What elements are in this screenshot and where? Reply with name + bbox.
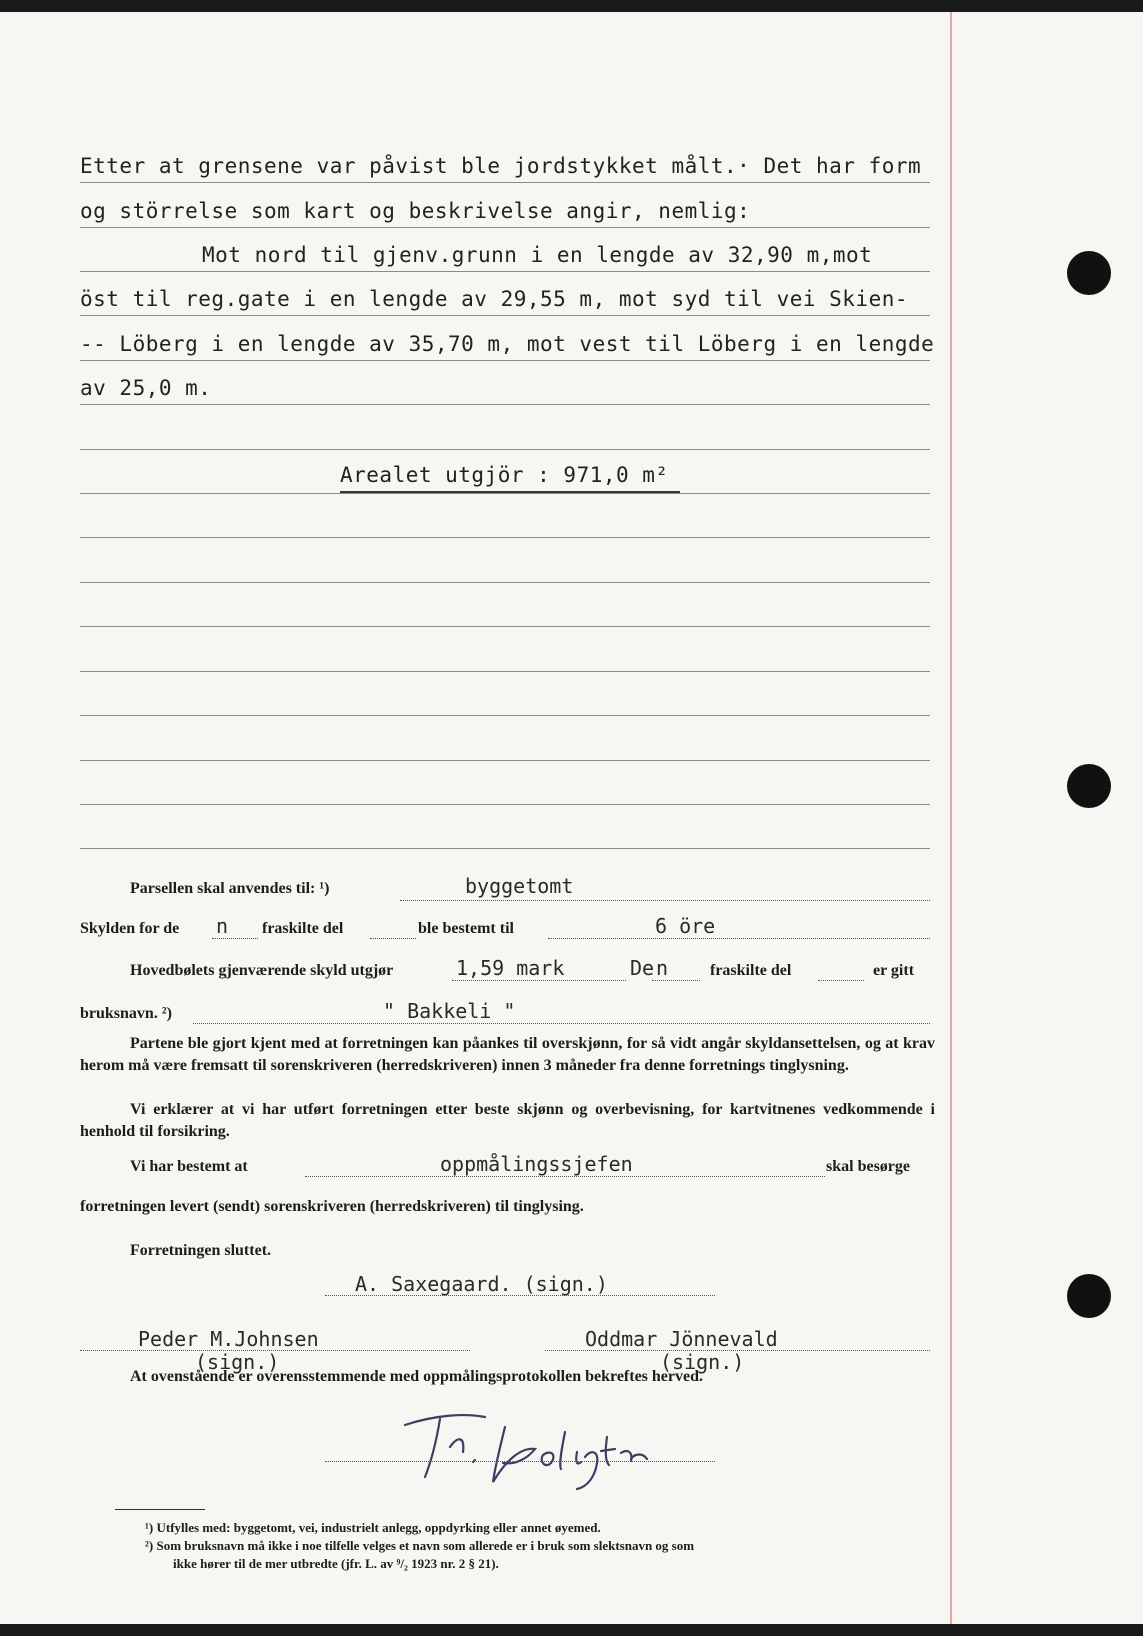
main-suffix: er gitt xyxy=(873,962,915,979)
ruled-line xyxy=(80,582,930,583)
tax-mid2: ble bestemt til xyxy=(418,920,514,937)
tax-mid1: fraskilte del xyxy=(262,920,344,937)
name-value: " Bakkeli " xyxy=(383,999,516,1023)
footnote-2-cont: ikke hører til de mer utbredte (jfr. L. av ⁹/₂ 1923 nr. 2 § 21). xyxy=(173,1556,499,1571)
dotted-field xyxy=(370,938,416,939)
typed-line: Etter at grensene var påvist ble jordstykket målt.· Det har form xyxy=(80,154,922,178)
ruled-line xyxy=(80,360,930,361)
ruled-line xyxy=(80,671,930,672)
decided-value: oppmålingssjefen xyxy=(440,1152,633,1176)
ruled-line xyxy=(80,715,930,716)
use-value: byggetomt xyxy=(465,874,574,898)
dotted-field xyxy=(818,980,864,981)
main-value: 1,59 mark xyxy=(456,956,565,980)
main-den-fill: n xyxy=(656,956,669,980)
margin-line xyxy=(950,12,952,1624)
main-prefix: Hovedbølets gjenværende skyld utgjør xyxy=(130,962,394,979)
declaration-paragraph: Vi erklærer at vi har utført forretningen etter beste skjønn og overbevisning, for kartvitnenes vedkommende i henhold til forsikring. xyxy=(80,1101,935,1140)
appeal-paragraph: Partene ble gjort kjent med at forretningen kan påankes til overskjønn, for så vidt angår skyldansettelsen, og at krav herom må være fremsatt til sorenskriveren (herredskriveren) innen 3 måneder fra denne forretnings tinglysning. xyxy=(80,1035,935,1074)
closed-text: Forretningen sluttet. xyxy=(130,1242,272,1259)
area-total: Arealet utgjör : 971,0 m² xyxy=(340,463,669,487)
typed-line: og störrelse som kart og beskrivelse angir, nemlig: xyxy=(80,199,751,223)
dotted-field xyxy=(652,980,700,981)
ruled-line xyxy=(80,537,930,538)
decided-suffix: skal besørge xyxy=(826,1158,910,1175)
typed-line: Mot nord til gjenv.grunn i en lengde av 32,90 m,mot xyxy=(202,243,873,267)
footnote-1: ¹) Utfylles med: byggetomt, vei, industrielt anlegg, oppdyrking eller annet øyemed. xyxy=(145,1520,601,1535)
punch-hole xyxy=(1067,1274,1111,1318)
footnote-2: ²) Som bruksnavn må ikke i noe tilfelle velges et navn som allerede er i bruk som slektsnavn og som xyxy=(145,1538,695,1553)
signature-line xyxy=(325,1461,715,1462)
name-label: bruksnavn. ²) xyxy=(80,1005,172,1022)
typed-line: -- Löberg i en lengde av 35,70 m, mot vest til Löberg i en lengde xyxy=(80,332,935,356)
main-den: De xyxy=(630,956,655,980)
use-label: Parsellen skal anvendes til: ¹) xyxy=(130,880,330,897)
ruled-line xyxy=(80,315,930,316)
signature-2-name: Peder M.Johnsen xyxy=(138,1327,319,1351)
main-mid: fraskilte del xyxy=(710,962,792,979)
signature-3-note: (sign.) xyxy=(660,1350,745,1374)
typed-line: öst til reg.gate i en lengde av 29,55 m, mot syd til vei Skien- xyxy=(80,287,909,311)
handwritten-signature xyxy=(395,1407,655,1497)
ruled-line xyxy=(80,848,930,849)
signature-line xyxy=(325,1295,715,1296)
punch-hole xyxy=(1067,251,1111,295)
dotted-field xyxy=(452,980,626,981)
tax-value: 6 öre xyxy=(655,914,716,938)
ruled-line xyxy=(80,449,930,450)
ruled-line xyxy=(80,404,930,405)
tax-prefix: Skylden for de xyxy=(80,920,180,937)
ruled-line xyxy=(80,227,930,228)
dotted-field xyxy=(548,938,930,939)
ruled-line xyxy=(80,760,930,761)
footnote-separator xyxy=(115,1509,205,1510)
confirmation-text: At ovenstående er overensstemmende med oppmålingsprotokollen bekreftes herved. xyxy=(130,1368,703,1385)
dotted-field xyxy=(193,1023,930,1024)
typed-line: av 25,0 m. xyxy=(80,376,212,400)
ruled-line xyxy=(80,182,930,183)
punch-hole xyxy=(1067,764,1111,808)
decided-label: Vi har bestemt at xyxy=(130,1158,248,1175)
ruled-line xyxy=(80,271,930,272)
signature-1: A. Saxegaard. (sign.) xyxy=(355,1272,608,1296)
delivered-text: forretningen levert (sendt) sorenskriveren (herredskriveren) til tinglysing. xyxy=(80,1198,584,1215)
dotted-field xyxy=(400,900,930,901)
tax-fill: n xyxy=(216,914,229,938)
dotted-field xyxy=(212,938,258,939)
dotted-field xyxy=(305,1176,825,1177)
signature-2-note: (sign.) xyxy=(195,1350,280,1374)
document-page xyxy=(0,12,1143,1624)
signature-3-name: Oddmar Jönnevald xyxy=(585,1327,778,1351)
ruled-line xyxy=(80,626,930,627)
ruled-line xyxy=(80,493,930,494)
ruled-line xyxy=(80,804,930,805)
area-underline xyxy=(340,491,680,493)
